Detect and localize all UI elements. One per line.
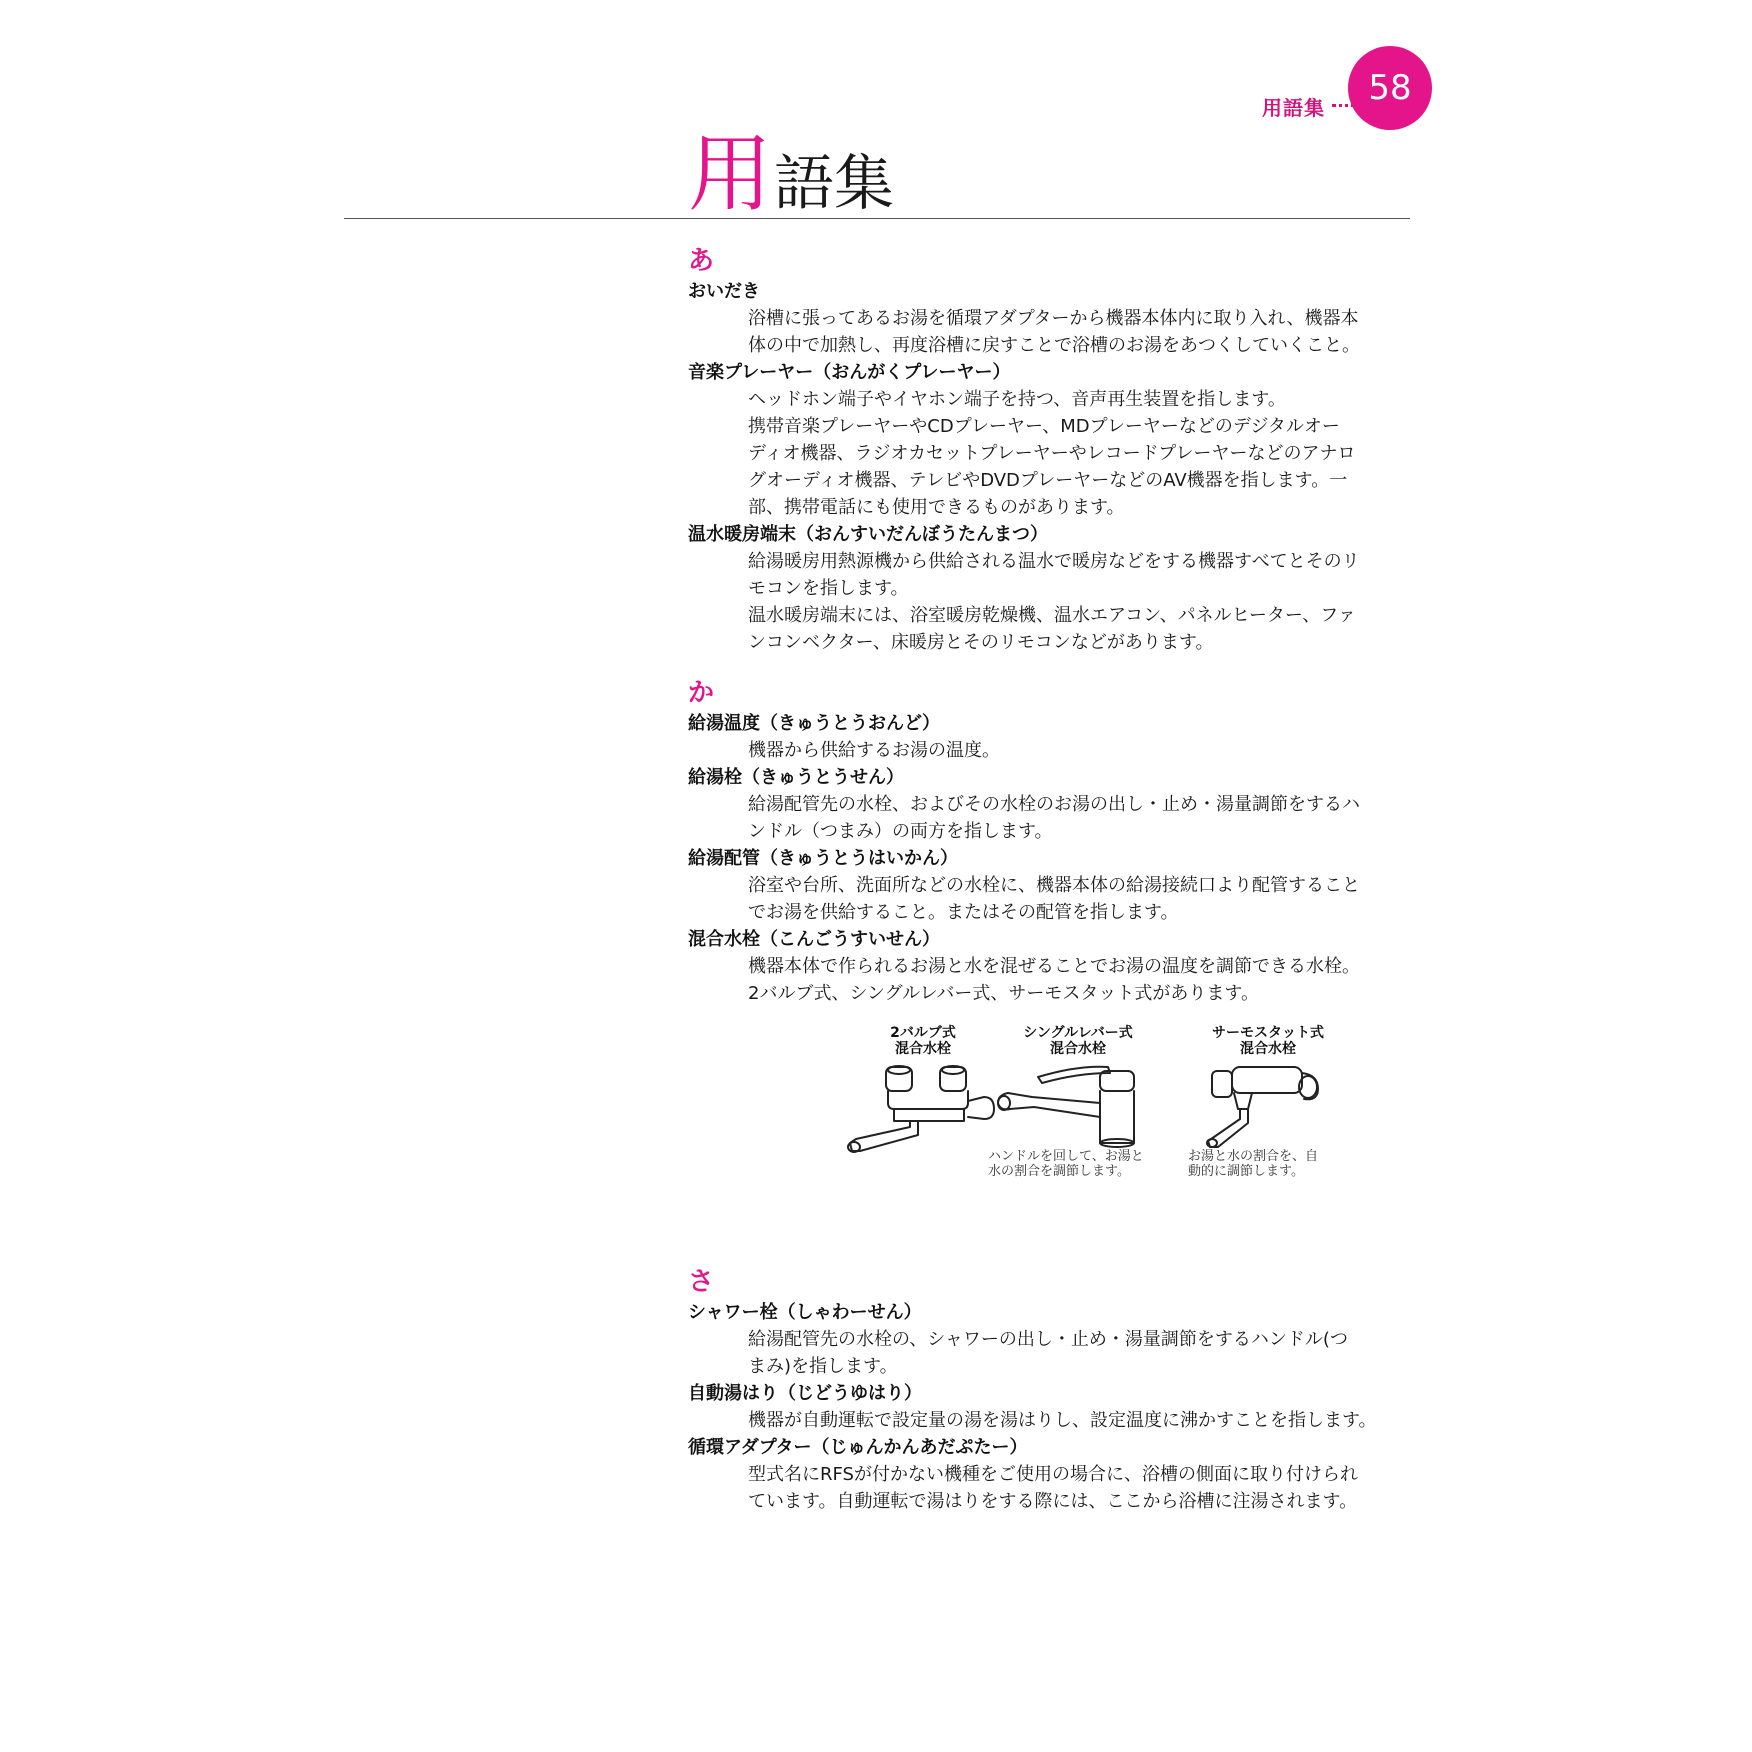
definition-line: 携帯音楽プレーヤーやCDプレーヤー、MDプレーヤーなどのデジタルオー [748, 416, 1340, 437]
figure-two-valve [838, 1025, 1008, 1167]
definition-line: 2バルブ式、シングルレバー式、サーモスタット式があります。 [748, 983, 1259, 1004]
section-heading: さ [688, 1267, 715, 1297]
page-title-rest: 語集 [774, 149, 895, 219]
definition-line: まみ)を指します。 [748, 1356, 898, 1377]
definition-line: 温水暖房端末には、浴室暖房乾燥機、温水エアコン、パネルヒーター、ファ [748, 605, 1356, 626]
definition-line: ディオ機器、ラジオカセットプレーヤーやレコードプレーヤーなどのアナロ [748, 443, 1356, 464]
section-a [688, 244, 1428, 656]
definition-line: モコンを指します。 [748, 578, 909, 599]
figure-note: ハンドルを回して、お湯と [988, 1149, 1144, 1164]
definition-line: ています。自動運転で湯はりをする際には、ここから浴槽に注湯されます。 [748, 1491, 1358, 1512]
definition-line: 浴室や台所、洗面所などの水栓に、機器本体の給湯接続口より配管すること [748, 875, 1360, 896]
header-section-label: 用語集 [1262, 96, 1325, 120]
definition-line: ンコンベクター、床暖房とそのリモコンなどがあります。 [748, 632, 1214, 653]
figure-note: お湯と水の割合を、自 [1188, 1149, 1319, 1164]
single-lever-faucet-icon [988, 1057, 1168, 1149]
term: 給湯温度（きゅうとうおんど） [688, 713, 940, 734]
figure-label: シングルレバー式 [1023, 1025, 1133, 1041]
two-valve-faucet-icon [838, 1057, 1008, 1167]
figure-label: 混合水栓 [895, 1041, 951, 1057]
definition-line: 給湯配管先の水栓、およびその水栓のお湯の出し・止め・湯量調節をするハ [748, 794, 1360, 815]
section-heading: あ [688, 246, 715, 276]
section-sa [688, 1265, 1428, 1515]
glossary-content [688, 244, 1428, 1515]
term: 温水暖房端末（おんすいだんぼうたんまつ） [688, 524, 1048, 545]
faucet-figures [688, 1017, 1428, 1247]
figure-label: 混合水栓 [1240, 1041, 1296, 1057]
definition-line: ヘッドホン端子やイヤホン端子を持つ、音声再生装置を指します。 [748, 389, 1286, 410]
definition-line: ンドル（つまみ）の両方を指します。 [748, 821, 1053, 842]
definition-line: 機器が自動運転で設定量の湯を湯はりし、設定温度に沸かすことを指します。 [748, 1410, 1377, 1431]
definition-line: 給湯暖房用熱源機から供給される温水で暖房などをする機器すべてとそのリ [748, 551, 1360, 572]
term: 給湯栓（きゅうとうせん） [688, 767, 904, 788]
definition-line: 部、携帯電話にも使用できるものがあります。 [748, 497, 1125, 518]
definition-line: 体の中で加熱し、再度浴槽に戻すことで浴槽のお湯をあつくしていくこと。 [748, 335, 1360, 356]
figure-note: 水の割合を調節します。 [988, 1164, 1130, 1179]
figure-single-lever [988, 1025, 1168, 1179]
definition-line: 機器本体で作られるお湯と水を混ぜることでお湯の温度を調節できる水栓。 [748, 956, 1360, 977]
figure-note: 動的に調節します。 [1188, 1164, 1304, 1179]
figure-label: 混合水栓 [1050, 1041, 1106, 1057]
figure-thermostat [1188, 1025, 1348, 1179]
term: 音楽プレーヤー（おんがくプレーヤー） [688, 362, 1011, 383]
page-title-first-char: 用 [688, 125, 773, 223]
section-heading: か [688, 678, 715, 708]
definition-line: グオーディオ機器、テレビやDVDプレーヤーなどのAV機器を指します。一 [748, 470, 1348, 491]
term: 循環アダプター（じゅんかんあだぷたー） [688, 1437, 1028, 1458]
page-number-badge: 58 [1348, 46, 1432, 130]
definition-line: 型式名にRFSが付かない機種をご使用の場合に、浴槽の側面に取り付けられ [748, 1464, 1358, 1485]
page-title [688, 125, 895, 223]
term: おいだき [688, 281, 760, 302]
term: 給湯配管（きゅうとうはいかん） [688, 848, 958, 869]
title-rule [344, 218, 1410, 219]
figure-label: サーモスタット式 [1212, 1025, 1324, 1041]
thermostat-faucet-icon [1188, 1057, 1348, 1149]
term: シャワー栓（しゃわーせん） [688, 1302, 922, 1323]
term: 自動湯はり（じどうゆはり） [688, 1383, 922, 1404]
definition-line: 浴槽に張ってあるお湯を循環アダプターから機器本体内に取り入れ、機器本 [748, 308, 1359, 329]
definition-line: 給湯配管先の水栓の、シャワーの出し・止め・湯量調節をするハンドル(つ [748, 1329, 1348, 1350]
definition-line: 機器から供給するお湯の温度。 [748, 740, 1000, 761]
section-ka [688, 676, 1428, 1247]
term: 混合水栓（こんごうすいせん） [688, 929, 940, 950]
definition-line: でお湯を供給すること。またはその配管を指します。 [748, 902, 1179, 923]
figure-label: 2バルブ式 [890, 1025, 956, 1041]
